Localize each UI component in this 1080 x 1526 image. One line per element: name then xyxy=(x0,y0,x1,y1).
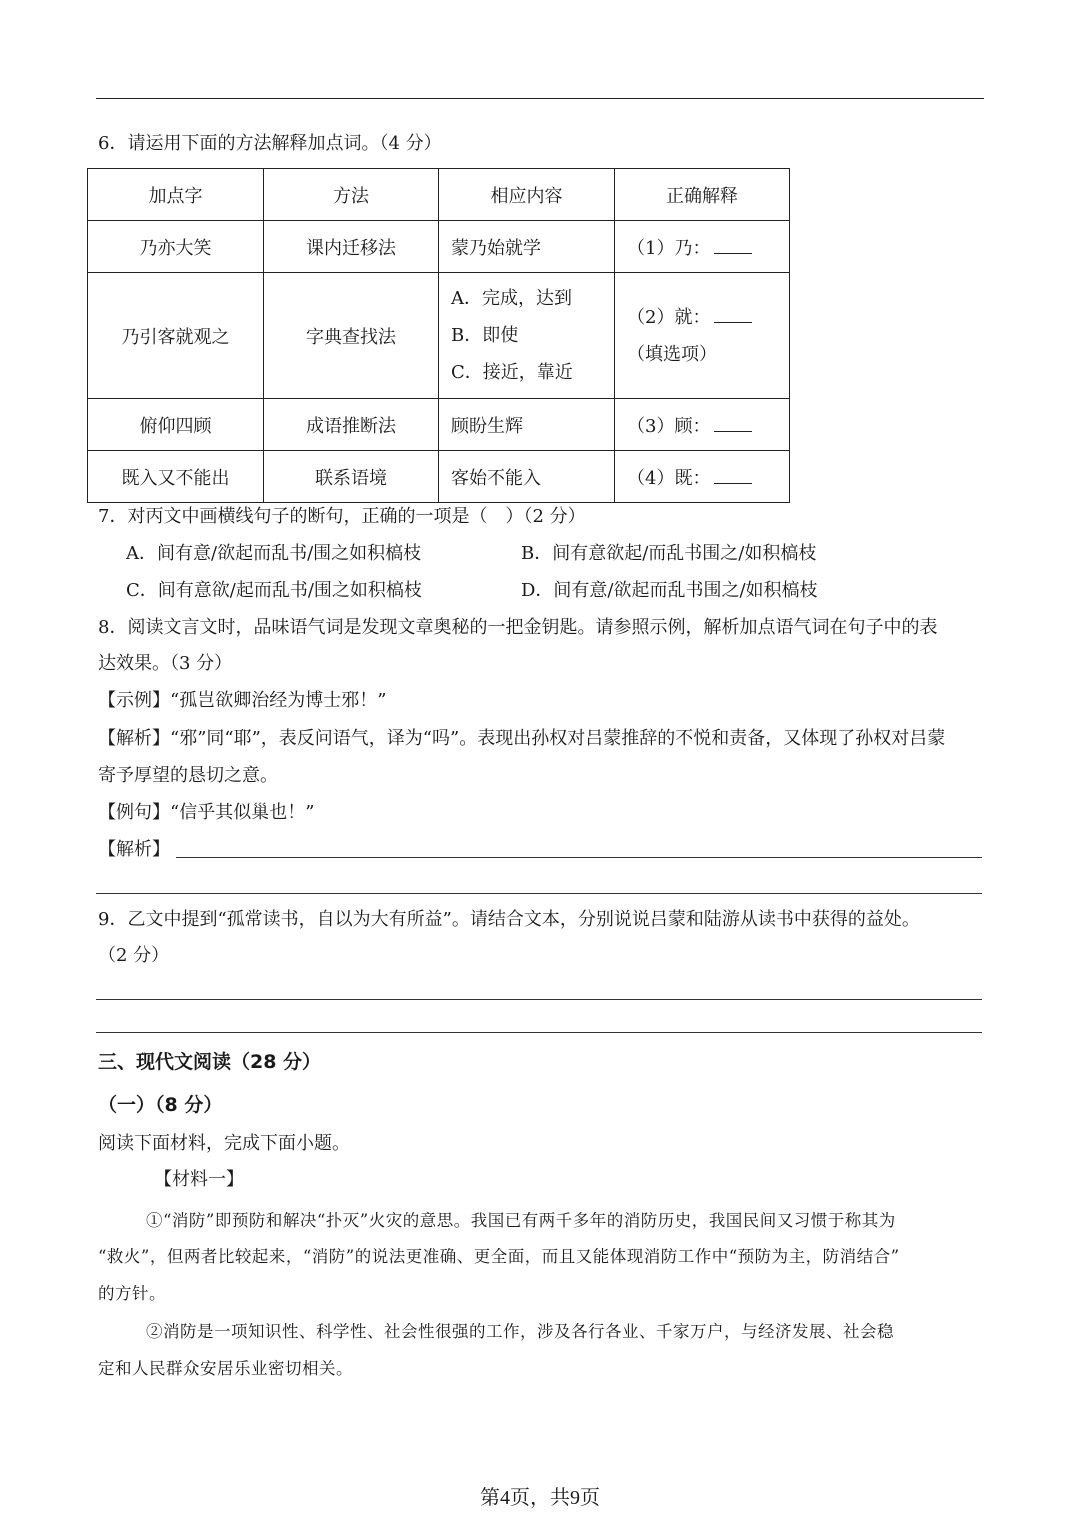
method-cell: 字典查找法 xyxy=(264,273,439,399)
header-cell: 加点字 xyxy=(88,169,264,221)
question-6-prompt: 6．请运用下面的方法解释加点词。（4 分） xyxy=(98,133,442,154)
option-c[interactable]: C．间有意欲/起而乱书/围之如积槁枝 xyxy=(126,580,422,601)
question-7-prompt: 7．对丙文中画横线句子的断句，正确的一项是（ ）（2 分） xyxy=(98,506,586,527)
answer-cell xyxy=(615,451,790,503)
answer-blank[interactable] xyxy=(714,308,752,323)
answer-line[interactable] xyxy=(96,999,982,1000)
answer-cell xyxy=(615,221,790,273)
example-text: 【示例】“孤岂欲卿治经为博士邪！” xyxy=(98,690,387,711)
answer-note: （填选项） xyxy=(627,343,717,365)
instruction-text: 阅读下面材料，完成下面小题。 xyxy=(98,1133,350,1154)
method-cell: 课内迁移法 xyxy=(264,221,439,273)
option-text: A．完成，达到 xyxy=(451,288,572,309)
answer-label: （4）既： xyxy=(627,467,711,489)
subsection-title: （一）（8 分） xyxy=(98,1094,223,1116)
table-row xyxy=(88,399,790,451)
phrase-cell: 乃亦大笑 xyxy=(88,221,264,273)
paragraph-1-line-3: 的方针。 xyxy=(98,1284,166,1303)
answer-blank[interactable] xyxy=(714,239,752,254)
paragraph-1-line-2: “救火”，但两者比较起来，“消防”的说法更准确、更全面，而且又能体现消防工作中“预防为主，防消结合” xyxy=(98,1247,900,1266)
answer-label: 【解析】 xyxy=(98,839,170,860)
header-cell: 相应内容 xyxy=(439,169,615,221)
material-title: 【材料一】 xyxy=(154,1169,244,1190)
method-cell: 联系语境 xyxy=(264,451,439,503)
content-cell: 客始不能入 xyxy=(439,451,615,503)
table-row xyxy=(88,273,790,399)
table-row xyxy=(88,451,790,503)
answer-cell xyxy=(615,273,790,399)
question-8-prompt-1: 8．阅读文言文时，品味语气词是发现文章奥秘的一把金钥匙。请参照示例，解析加点语气词在句子中的表 xyxy=(98,617,938,638)
content-cell: 蒙乃始就学 xyxy=(439,221,615,273)
paragraph-2-line-1: ②消防是一项知识性、科学性、社会性很强的工作，涉及各行各业、千家万户，与经济发展、社会稳 xyxy=(146,1322,894,1341)
table-row xyxy=(88,221,790,273)
question-9-prompt-2: （2 分） xyxy=(98,945,170,966)
answer-line[interactable] xyxy=(96,893,982,894)
paragraph-2-line-2: 定和人民群众安居乐业密切相关。 xyxy=(98,1359,353,1378)
content-cell xyxy=(439,273,615,399)
analysis-text-1: 【解析】“邪”同“耶”，表反问语气，译为“吗”。表现出孙权对吕蒙推辞的不悦和责备，又体现了孙权对吕蒙 xyxy=(98,728,946,749)
content-cell: 顾盼生辉 xyxy=(439,399,615,451)
header-cell: 方法 xyxy=(264,169,439,221)
answer-label: （3）顾： xyxy=(627,415,711,437)
header-rule xyxy=(96,98,984,99)
option-text: C．接近，靠近 xyxy=(451,362,573,383)
question-8-prompt-2: 达效果。（3 分） xyxy=(98,653,233,674)
analysis-text-2: 寄予厚望的恳切之意。 xyxy=(98,765,278,786)
answer-cell xyxy=(615,399,790,451)
method-cell: 成语推断法 xyxy=(264,399,439,451)
sample-sentence: 【例句】“信乎其似巢也！” xyxy=(98,802,315,823)
answer-blank[interactable] xyxy=(714,417,752,432)
section-title: 三、现代文阅读（28 分） xyxy=(98,1051,322,1073)
option-d[interactable]: D．间有意/欲起而乱书围之/如积槁枝 xyxy=(521,580,818,601)
answer-line[interactable] xyxy=(176,857,982,858)
table-header-row xyxy=(88,169,790,221)
phrase-cell: 俯仰四顾 xyxy=(88,399,264,451)
answer-label: （2）就： xyxy=(627,306,711,328)
answer-line[interactable] xyxy=(96,1032,982,1033)
phrase-cell: 既入又不能出 xyxy=(88,451,264,503)
phrase-cell: 乃引客就观之 xyxy=(88,273,264,399)
answer-label: （1）乃： xyxy=(627,237,711,259)
method-table xyxy=(87,168,790,503)
option-a[interactable]: A．间有意/欲起而乱书/围之如积槁枝 xyxy=(126,543,422,564)
option-text: B．即使 xyxy=(451,325,519,346)
header-cell: 正确解释 xyxy=(615,169,790,221)
answer-blank[interactable] xyxy=(714,469,752,484)
page-number: 第4页，共9页 xyxy=(480,1487,600,1509)
question-9-prompt-1: 9．乙文中提到“孤常读书，自以为大有所益”。请结合文本，分别说说吕蒙和陆游从读书中获得的益处。 xyxy=(98,909,920,930)
option-b[interactable]: B．间有意欲起/而乱书围之/如积槁枝 xyxy=(521,543,817,564)
paragraph-1-line-1: ①“消防”即预防和解决“扑灭”火灾的意思。我国已有两千多年的消防历史，我国民间又习惯于称其为 xyxy=(146,1211,896,1230)
